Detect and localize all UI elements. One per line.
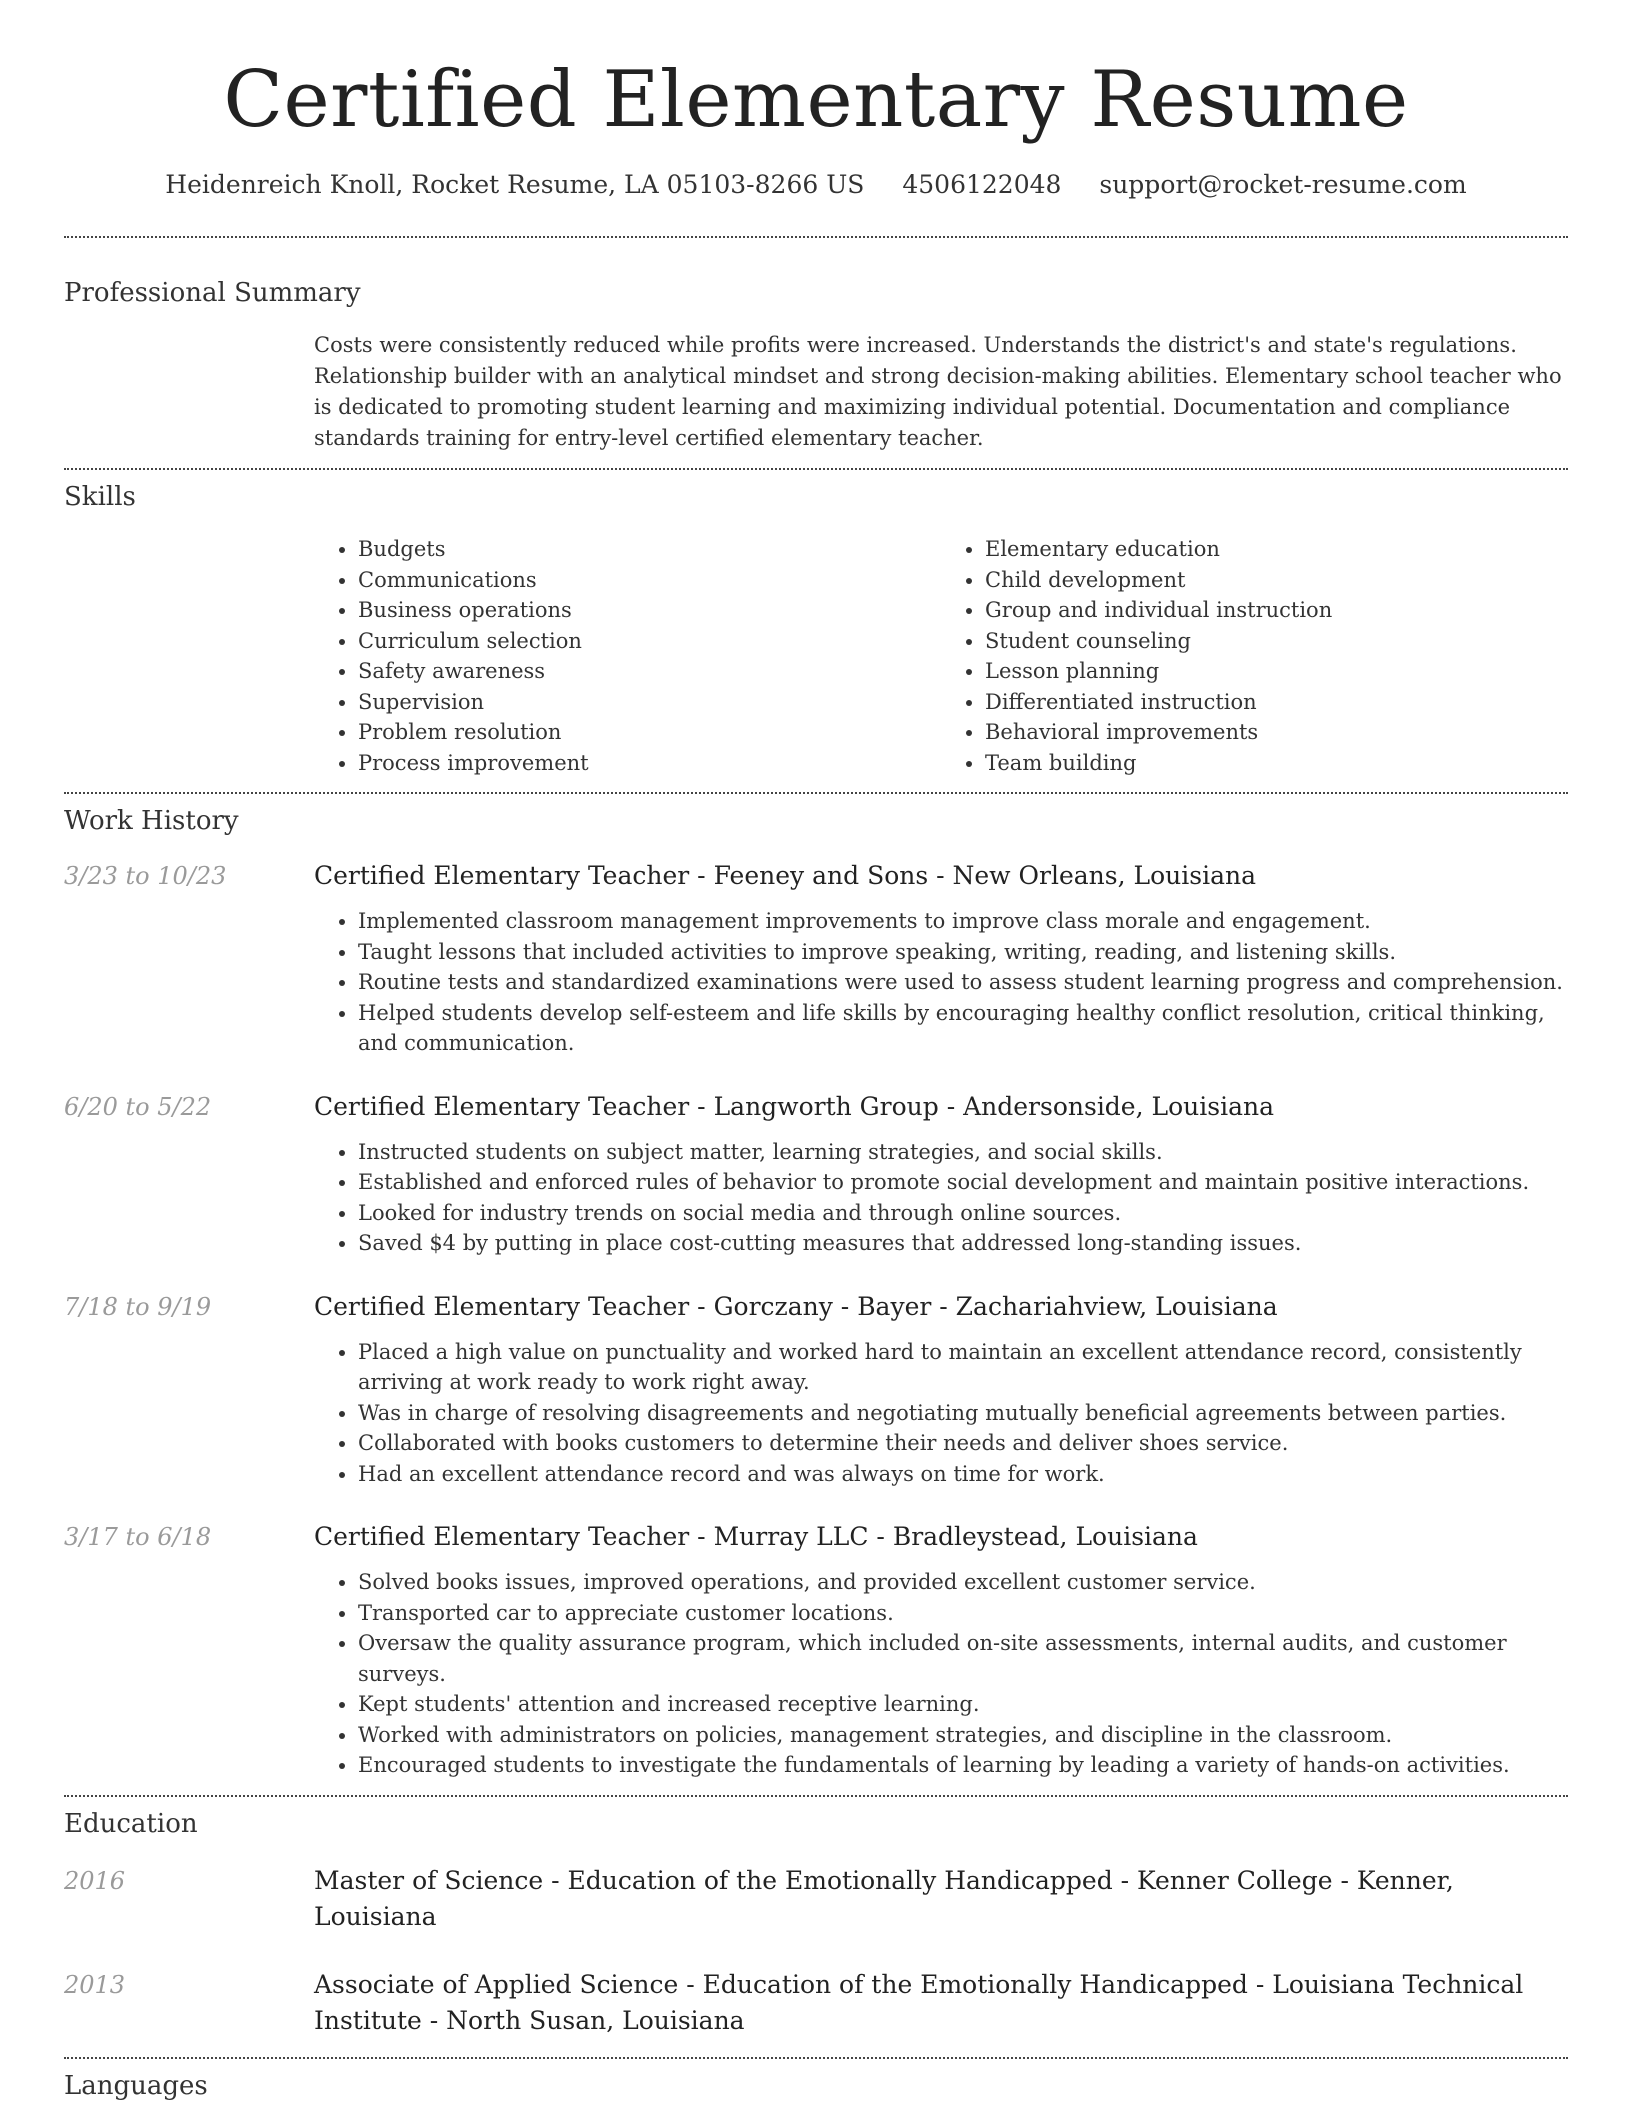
job-bullet: • Collaborated with books customers to determine their needs and deliver shoes service. <box>358 1428 1568 1459</box>
divider <box>64 792 1568 794</box>
job-dates: 7/18 to 9/19 <box>64 1292 212 1321</box>
skill-item: • Behavioral improvements <box>985 717 1568 748</box>
job-body <box>314 1519 1568 1781</box>
job-bullets <box>314 906 1568 1059</box>
job-bullet: • Worked with administrators on policies, management strategies, and discipline in the classroom. <box>358 1720 1568 1751</box>
job-entry <box>64 1289 1568 1490</box>
job-title: Certified Elementary Teacher - Gorczany - Bayer - Zachariahview, Louisiana <box>314 1291 1278 1321</box>
skills-grid <box>314 534 1568 778</box>
skills-list-right <box>941 534 1568 778</box>
work-section <box>64 804 1568 1781</box>
job-bullet: • Instructed students on subject matter, learning strategies, and social skills. <box>358 1137 1568 1168</box>
divider <box>64 236 1568 238</box>
divider <box>64 2057 1568 2059</box>
education-text: Associate of Applied Science - Education of the Emotionally Handicapped - Louisiana Technical Institute - North Susan, Louisiana <box>314 1969 1524 2035</box>
job-bullet: • Had an excellent attendance record and was always on time for work. <box>358 1459 1568 1490</box>
skills-list-left <box>314 534 941 778</box>
job-bullet: • Kept students' attention and increased receptive learning. <box>358 1689 1568 1720</box>
job-bullet: • Solved books issues, improved operations, and provided excellent customer service. <box>358 1567 1568 1598</box>
summary-heading: Professional Summary <box>64 278 361 308</box>
job-dates: 6/20 to 5/22 <box>64 1092 212 1121</box>
skill-item: • Process improvement <box>358 748 941 779</box>
skill-item: • Budgets <box>358 534 941 565</box>
skill-item: • Lesson planning <box>985 656 1568 687</box>
job-bullets <box>314 1567 1568 1781</box>
skills-section <box>64 480 1568 778</box>
contact-address: Heidenreich Knoll, Rocket Resume, LA 05103-8266 US <box>165 170 865 199</box>
skills-heading: Skills <box>64 482 136 512</box>
job-body <box>314 1089 1568 1259</box>
job-bullets <box>314 1337 1568 1490</box>
job-bullets <box>314 1137 1568 1259</box>
job-bullet: • Established and enforced rules of behavior to promote social development and maintain positive interactions. <box>358 1167 1568 1198</box>
job-body <box>314 858 1568 1059</box>
job-entry <box>64 1089 1568 1259</box>
contact-email: support@rocket-resume.com <box>1099 170 1467 199</box>
job-bullet: • Looked for industry trends on social media and through online sources. <box>358 1198 1568 1229</box>
skill-item: • Elementary education <box>985 534 1568 565</box>
skill-item: • Child development <box>985 565 1568 596</box>
job-entry <box>64 1519 1568 1781</box>
summary-text: Costs were consistently reduced while profits were increased. Understands the district's and state's regulations. Relationship builder with an analytical mindset and strong decision-making abilities. Elementary school teacher who is dedicated to promoting student learning and maximizing individual potential. Documentation and compliance standards training for entry-level certified elementary teacher. <box>314 333 1562 450</box>
skill-item: • Group and individual instruction <box>985 595 1568 626</box>
job-title: Certified Elementary Teacher - Langworth Group - Andersonside, Louisiana <box>314 1091 1274 1121</box>
job-title: Certified Elementary Teacher - Murray LLC - Bradleystead, Louisiana <box>314 1522 1198 1551</box>
job-dates: 3/23 to 10/23 <box>64 862 227 890</box>
job-bullet: • Routine tests and standardized examinations were used to assess student learning progress and comprehension. <box>358 967 1568 998</box>
skill-item: • Student counseling <box>985 626 1568 657</box>
job-bullet: • Transported car to appreciate customer locations. <box>358 1598 1568 1629</box>
job-bullet: • Was in charge of resolving disagreements and negotiating mutually beneficial agreements between parties. <box>358 1398 1568 1429</box>
job-dates: 3/17 to 6/18 <box>64 1523 212 1551</box>
skill-item: • Communications <box>358 565 941 596</box>
job-bullet: • Oversaw the quality assurance program, which included on-site assessments, internal audits, and customer surveys. <box>358 1628 1568 1689</box>
education-year: 2016 <box>64 1866 126 1895</box>
skill-item: • Differentiated instruction <box>985 687 1568 718</box>
education-year: 2013 <box>64 1970 126 1999</box>
education-section <box>64 1807 1568 2039</box>
skill-item: • Team building <box>985 748 1568 779</box>
skill-item: • Safety awareness <box>358 656 941 687</box>
divider <box>64 468 1568 470</box>
job-body <box>314 1289 1568 1490</box>
education-text: Master of Science - Education of the Emotionally Handicapped - Kenner College - Kenner, Louisiana <box>314 1865 1454 1931</box>
resume-title: Certified Elementary Resume <box>223 55 1409 145</box>
skill-item: • Supervision <box>358 687 941 718</box>
skill-item: • Curriculum selection <box>358 626 941 657</box>
summary-section <box>64 276 1568 454</box>
work-heading: Work History <box>64 806 239 836</box>
skill-item: • Problem resolution <box>358 717 941 748</box>
contact-line <box>64 168 1568 202</box>
contact-phone: 4506122048 <box>902 170 1062 199</box>
job-entry <box>64 858 1568 1059</box>
job-bullet: • Implemented classroom management improvements to improve class morale and engagement. <box>358 906 1568 937</box>
job-bullet: • Placed a high value on punctuality and worked hard to maintain an excellent attendance record, consistently arriving at work ready to work right away. <box>358 1337 1568 1398</box>
job-title: Certified Elementary Teacher - Feeney and Sons - New Orleans, Louisiana <box>314 861 1256 890</box>
languages-section <box>64 2069 1568 2103</box>
education-entry <box>64 1863 1568 1935</box>
education-entry <box>64 1967 1568 2039</box>
job-bullet: • Encouraged students to investigate the fundamentals of learning by leading a variety of hands-on activities. <box>358 1750 1568 1781</box>
job-bullet: • Saved $4 by putting in place cost-cutting measures that addressed long-standing issues. <box>358 1228 1568 1259</box>
job-bullet: • Taught lessons that included activities to improve speaking, writing, reading, and listening skills. <box>358 937 1568 968</box>
skill-item: • Business operations <box>358 595 941 626</box>
education-heading: Education <box>64 1808 198 1839</box>
languages-heading: Languages <box>64 2070 208 2101</box>
job-bullet: • Helped students develop self-esteem and life skills by encouraging healthy conflict resolution, critical thinking, and communication. <box>358 998 1568 1059</box>
divider <box>64 1795 1568 1797</box>
